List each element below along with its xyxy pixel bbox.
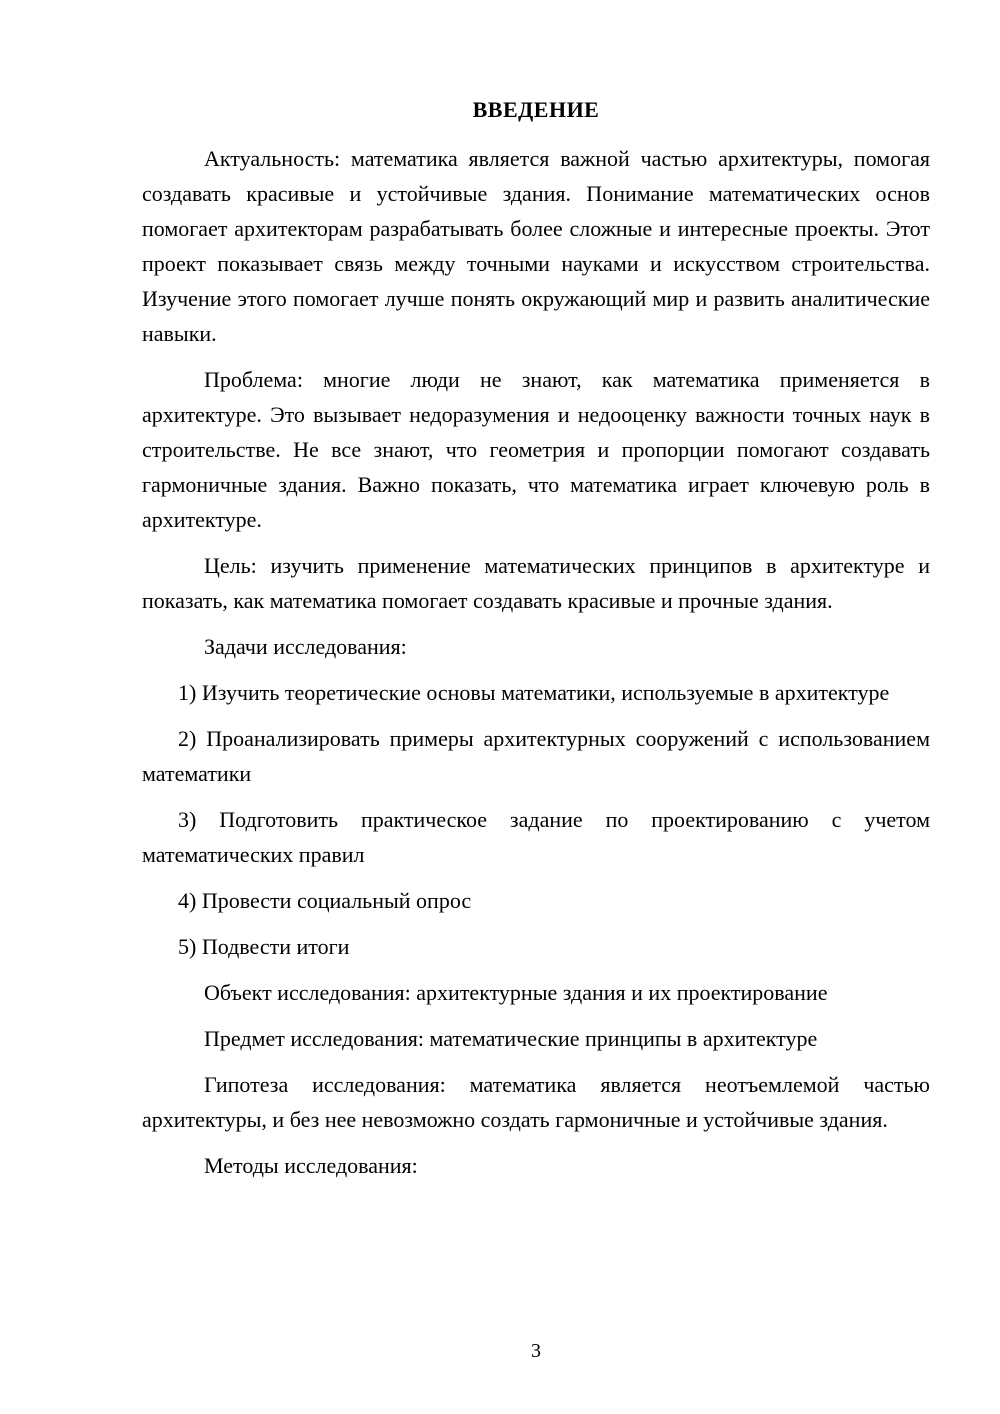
paragraph-hypothesis: Гипотеза исследования: математика является неотъемлемой частью архитектуры, и без нее невозможно создать гармоничные и устойчивые здания. [142, 1072, 930, 1132]
task-item-4: 4) Провести социальный опрос [178, 888, 472, 913]
paragraph-problem: Проблема: многие люди не знают, как математика применяется в архитектуре. Это вызывает недоразумения и недооценку важности точных наук в строительстве. Не все знают, что геометрия и пропорции помогают создавать гармоничные здания. Важно показать, что математика играет ключевую роль в архитектуре. [142, 367, 930, 532]
paragraph-actuality: Актуальность: математика является важной частью архитектуры, помогая создавать красивые и устойчивые здания. Понимание математических основ помогает архитекторам разрабатывать более сложные и интересные проекты. Этот проект показывает связь между точными науками и искусством строительства. Изучение этого помогает лучше понять окружающий мир и развить аналитические навыки. [142, 146, 930, 346]
paragraph-goal: Цель: изучить применение математических принципов в архитектуре и показать, как математика помогает создавать красивые и прочные здания. [142, 553, 930, 613]
document-title: ВВЕДЕНИЕ [472, 97, 600, 122]
task-item-1: 1) Изучить теоретические основы математики, используемые в архитектуре [178, 680, 890, 705]
paragraph-subject: Предмет исследования: математические принципы в архитектуре [204, 1026, 818, 1051]
tasks-heading: Задачи исследования: [204, 634, 407, 659]
task-item-2: 2) Проанализировать примеры архитектурных сооружений с использованием математики [142, 726, 930, 786]
page-number: 3 [531, 1340, 541, 1362]
paragraph-object: Объект исследования: архитектурные здания и их проектирование [204, 980, 828, 1005]
task-item-3: 3) Подготовить практическое задание по проектированию с учетом математических правил [142, 807, 930, 867]
task-item-5: 5) Подвести итоги [178, 934, 350, 959]
methods-heading: Методы исследования: [204, 1153, 418, 1178]
